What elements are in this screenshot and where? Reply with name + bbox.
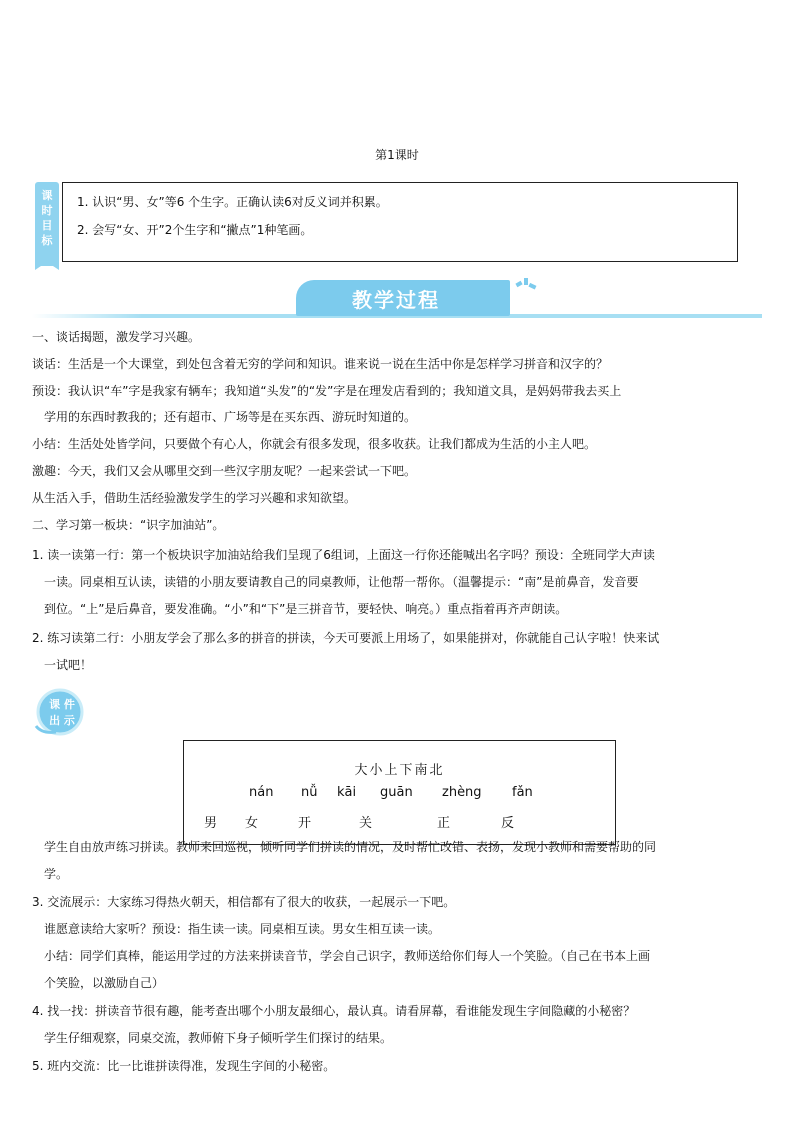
hanzi-char: 正 [437, 816, 451, 831]
hanzi-char: 男 [204, 816, 218, 831]
goal-line: 2. 会写“女、开”2个生字和“撇点”1种笔画。 [77, 223, 313, 237]
goal-tab-char: 标 [41, 234, 53, 247]
paragraph: 一试吧！ [44, 658, 93, 672]
paragraph: 学生自由放声练习拼读。教师来回巡视，倾听同学们拼读的情况，及时帮忙改错、表扬，发现小教师和需要帮助的同 [44, 840, 657, 854]
paragraph: 小结：同学们真棒，能运用学过的方法来拼读音节，学会自己识字，教师送给你们每人一个笑脸。（自己在书本上画 [44, 949, 651, 963]
paragraph: 4. 找一找：拼读音节很有趣，能考查出哪个小朋友最细心，最认真。请看屏幕，看谁能发现生字间隐藏的小秘密？ [32, 1004, 636, 1018]
paragraph: 2. 练习读第二行：小朋友学会了那么多的拼音的拼读，今天可要派上用场了，如果能拼对，你就能自己认字啦！快来试 [32, 631, 660, 645]
courseware-badge-label [40, 697, 84, 729]
pinyin-syllable: zhèng [442, 785, 482, 800]
paragraph: 谁愿意读给大家听？预设：指生读一读。同桌相互读。男女生相互读一读。 [44, 922, 441, 936]
goal-line: 1. 认识“男、女”等6 个生字。正确认读6对反义词并积累。 [77, 195, 388, 209]
paragraph: 小结：生活处处皆学问，只要做个有心人，你就会有很多发现，很多收获。让我们都成为生活的小主人吧。 [32, 437, 597, 451]
badge-line: 出 示 [49, 714, 75, 727]
paragraph: 从生活入手，借助生活经验激发学生的学习兴趣和求知欲望。 [32, 491, 357, 505]
goal-tab-char: 时 [41, 204, 53, 217]
paragraph: 学生仔细观察，同桌交流，教师俯下身子倾听学生们探讨的结果。 [44, 1031, 393, 1045]
paragraph: 一、谈话揭题，激发学习兴趣。 [32, 330, 201, 344]
paragraph: 3. 交流展示：大家练习得热火朝天，相信都有了很大的收获，一起展示一下吧。 [32, 895, 456, 909]
hanzi-char: 开 [298, 816, 312, 831]
section-title: 教学过程 [352, 288, 440, 312]
pinyin-syllable: nán [249, 785, 274, 800]
paragraph: 谈话：生活是一个大课堂，到处包含着无穷的学问和知识。谁来说一说在生活中你是怎样学习拼音和汉字的？ [32, 357, 609, 371]
paragraph: 5. 班内交流：比一比谁拼读得准，发现生字间的小秘密。 [32, 1059, 336, 1073]
pinyin-syllable: nǚ [301, 785, 318, 800]
paragraph: 个笑脸，以激励自己） [44, 976, 165, 990]
paragraph: 二、学习第一板块：“识字加油站”。 [32, 518, 225, 532]
paragraph: 学。 [44, 867, 69, 881]
paragraph: 1. 读一读第一行：第一个板块识字加油站给我们呈现了6组词，上面这一行你还能喊出名字吗？预设：全班同学大声读 [32, 548, 655, 562]
paragraph: 预设：我认识“车”字是我家有辆车；我知道“头发”的“发”字是在理发店看到的；我知道文具，是妈妈带我去买上 [32, 384, 622, 398]
pinyin-syllable: guān [380, 785, 413, 800]
goal-tab-label [35, 188, 59, 248]
splash-decoration-icon [514, 276, 538, 300]
badge-line: 课 件 [49, 698, 75, 711]
paragraph: 激趣：今天，我们又会从哪里交到一些汉字朋友呢？一起来尝试一下吧。 [32, 464, 417, 478]
goal-tab-notch [35, 262, 59, 270]
goal-tab-char: 目 [41, 219, 53, 232]
pinyin-syllable: fǎn [512, 785, 533, 800]
lesson-title: 第1课时 [375, 148, 419, 162]
pinyin-box-title: 大小上下南北 [354, 763, 445, 778]
paragraph: 到位。“上”是后鼻音，要发准确。“小”和“下”是三拼音节，要轻快、响亮。）重点指着再齐声朗读。 [44, 602, 568, 616]
paragraph: 一读。同桌相互认读，读错的小朋友要请教自己的同桌教师，让他帮一帮你。（温馨提示：“南”是前鼻音，发音要 [44, 575, 639, 589]
paragraph: 学用的东西时教我的；还有超市、广场等是在买东西、游玩时知道的。 [44, 410, 417, 424]
hanzi-char: 反 [501, 816, 515, 831]
pinyin-syllable: kāi [337, 785, 357, 800]
goal-tab-char: 课 [41, 189, 53, 202]
hanzi-char: 关 [359, 816, 373, 831]
goals-box [62, 182, 738, 262]
hanzi-char: 女 [245, 816, 259, 831]
